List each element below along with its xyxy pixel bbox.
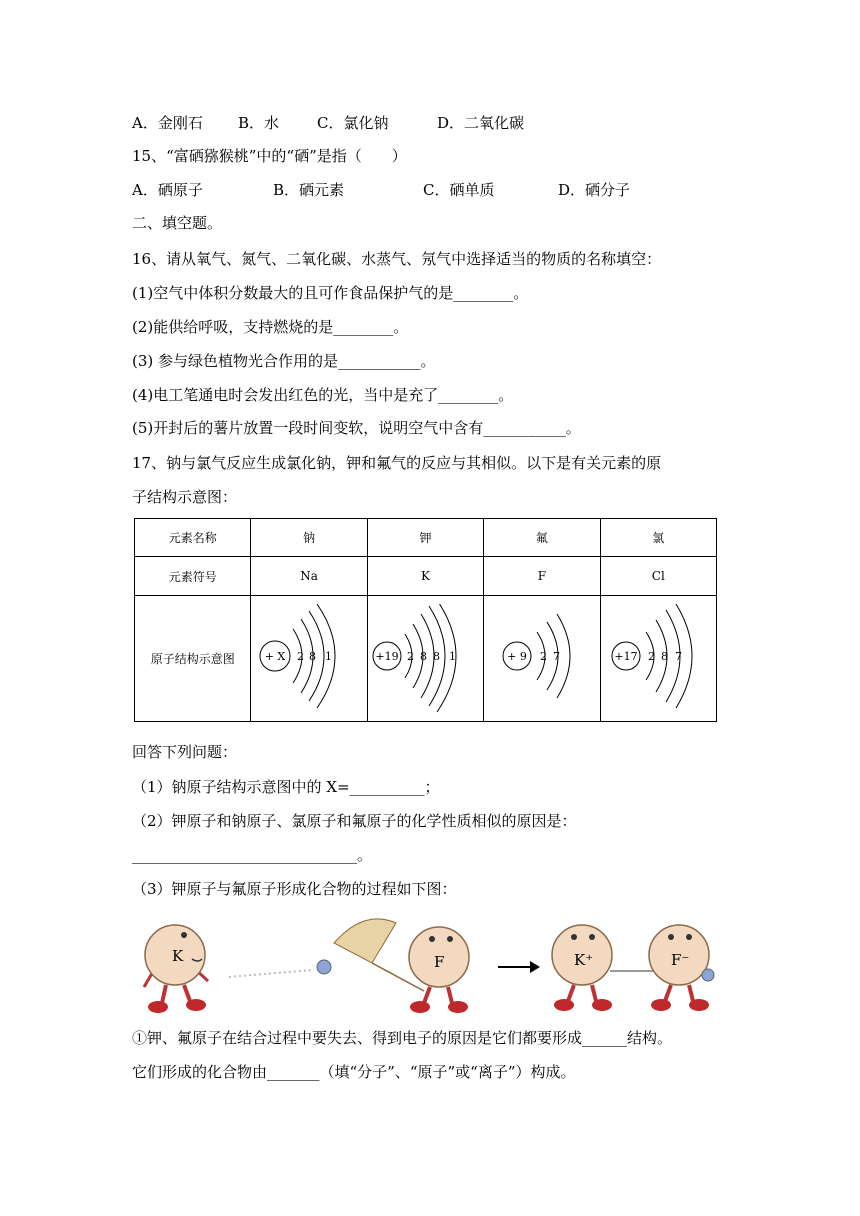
element-name-chlorine: 氯 — [600, 519, 716, 557]
atomic-structure-table — [134, 518, 717, 722]
atom-diagram-chlorine — [608, 604, 708, 714]
q17-sub-2: （2）钾原子和钠原子、氯原子和氟原子的化学性质相似的原因是： — [132, 812, 577, 830]
answer-intro: 回答下列问题： — [132, 743, 238, 761]
q16-item-1: (1)空气中体积分数最大的且可作食品保护气的是________。 — [132, 284, 529, 302]
shell-electrons: 2 — [539, 649, 547, 663]
f-ion-character — [649, 925, 714, 1011]
q17-stem-line-2: 子结构示意图： — [132, 488, 238, 506]
k-ion-character — [552, 925, 612, 1011]
shell-electrons: 7 — [552, 649, 560, 663]
q15-option-a: A．硒原子 — [132, 181, 203, 199]
k-ion-label: K⁺ — [574, 951, 594, 969]
q16-item-4: (4)电工笔通电时会发出红色的光，当中是充了________。 — [132, 386, 514, 404]
q15-option-b: B．硒元素 — [273, 181, 345, 199]
nucleus-label: +19 — [375, 649, 400, 663]
q14-options — [132, 112, 524, 133]
shell-electrons: 8 — [661, 649, 669, 663]
electron-trail — [229, 960, 331, 977]
q17-stem-line-1: 17、钠与氯气反应生成氯化钠，钾和氟气的反应与其相似。以下是有关元素的原 — [132, 454, 662, 472]
q14-option-a: A．金刚石 — [132, 114, 203, 132]
q14-option-d: D．二氧化碳 — [437, 114, 525, 132]
shell-electrons: 1 — [449, 649, 457, 663]
element-name-sodium: 钠 — [251, 519, 367, 557]
row-label-element-name: 元素名称 — [135, 519, 251, 557]
q16-item-5: (5)开封后的薯片放置一段时间变软，说明空气中含有___________。 — [132, 419, 581, 437]
ionic-bond-cartoon — [134, 915, 724, 1020]
q3-1-line-2: 它们形成的化合物由_______（填“分子”、“原子”或“离子”）构成。 — [132, 1063, 576, 1081]
q14-option-b: B．水 — [238, 114, 280, 132]
shell-electrons: 2 — [407, 649, 415, 663]
diagram-cell-potassium — [367, 596, 483, 722]
shell-electrons: 7 — [675, 649, 683, 663]
q14-option-c: C．氯化钠 — [317, 114, 389, 132]
k-atom-label: K — [172, 947, 184, 965]
atom-diagram-fluorine — [497, 604, 587, 714]
q16-item-3: (3) 参与绿色植物光合作用的是___________。 — [132, 352, 436, 370]
q15-stem: 15、“富硒猕猴桃”中的“硒”是指（ ） — [132, 147, 407, 165]
q15-options — [132, 179, 630, 200]
nucleus-label: + 9 — [507, 649, 527, 663]
q3-1-line-1: ①钾、氟原子在结合过程中要失去、得到电子的原因是它们都要形成______结构。 — [132, 1029, 673, 1047]
diagram-cell-chlorine — [600, 596, 716, 722]
q16-item-2: (2)能供给呼吸，支持燃烧的是________。 — [132, 318, 409, 336]
nucleus-label: +17 — [614, 649, 638, 663]
f-ion-label: F⁻ — [671, 951, 690, 969]
f-atom-character — [409, 927, 469, 1013]
atom-diagram-potassium — [369, 604, 481, 714]
k-atom-character — [144, 925, 208, 1013]
element-name-potassium: 钾 — [367, 519, 483, 557]
shell-electrons: 2 — [648, 649, 656, 663]
element-name-fluorine: 氟 — [484, 519, 600, 557]
q15-option-d: D．硒分子 — [558, 181, 631, 199]
section-heading: 二、填空题。 — [132, 214, 223, 232]
f-atom-label: F — [434, 953, 445, 971]
diagram-cell-fluorine — [484, 596, 600, 722]
q16-stem: 16、请从氧气、氮气、二氧化碳、水蒸气、氖气中选择适当的物质的名称填空： — [132, 250, 662, 268]
element-symbol-potassium: K — [367, 557, 483, 596]
row-label-element-symbol: 元素符号 — [135, 557, 251, 596]
shell-electrons: 2 — [297, 649, 305, 663]
element-symbol-chlorine: Cl — [600, 557, 716, 596]
element-symbol-sodium: Na — [251, 557, 367, 596]
shell-electrons: 8 — [420, 649, 428, 663]
q17-sub-1: （1）钠原子结构示意图中的 X=__________； — [132, 778, 440, 796]
nucleus-label: + X — [264, 649, 286, 663]
reaction-arrow-icon — [498, 961, 540, 973]
shell-electrons: 1 — [325, 649, 333, 663]
row-label-atomic-structure: 原子结构示意图 — [135, 596, 251, 722]
q15-option-c: C．硒单质 — [423, 181, 495, 199]
element-symbol-fluorine: F — [484, 557, 600, 596]
q17-sub-2-blank: ______________________________。 — [132, 846, 373, 864]
diagram-cell-sodium — [251, 596, 367, 722]
q17-sub-3: （3）钾原子与氟原子形成化合物的过程如下图： — [132, 880, 457, 898]
shell-electrons: 8 — [309, 649, 317, 663]
atom-diagram-sodium — [253, 604, 365, 714]
shell-electrons: 8 — [433, 649, 441, 663]
